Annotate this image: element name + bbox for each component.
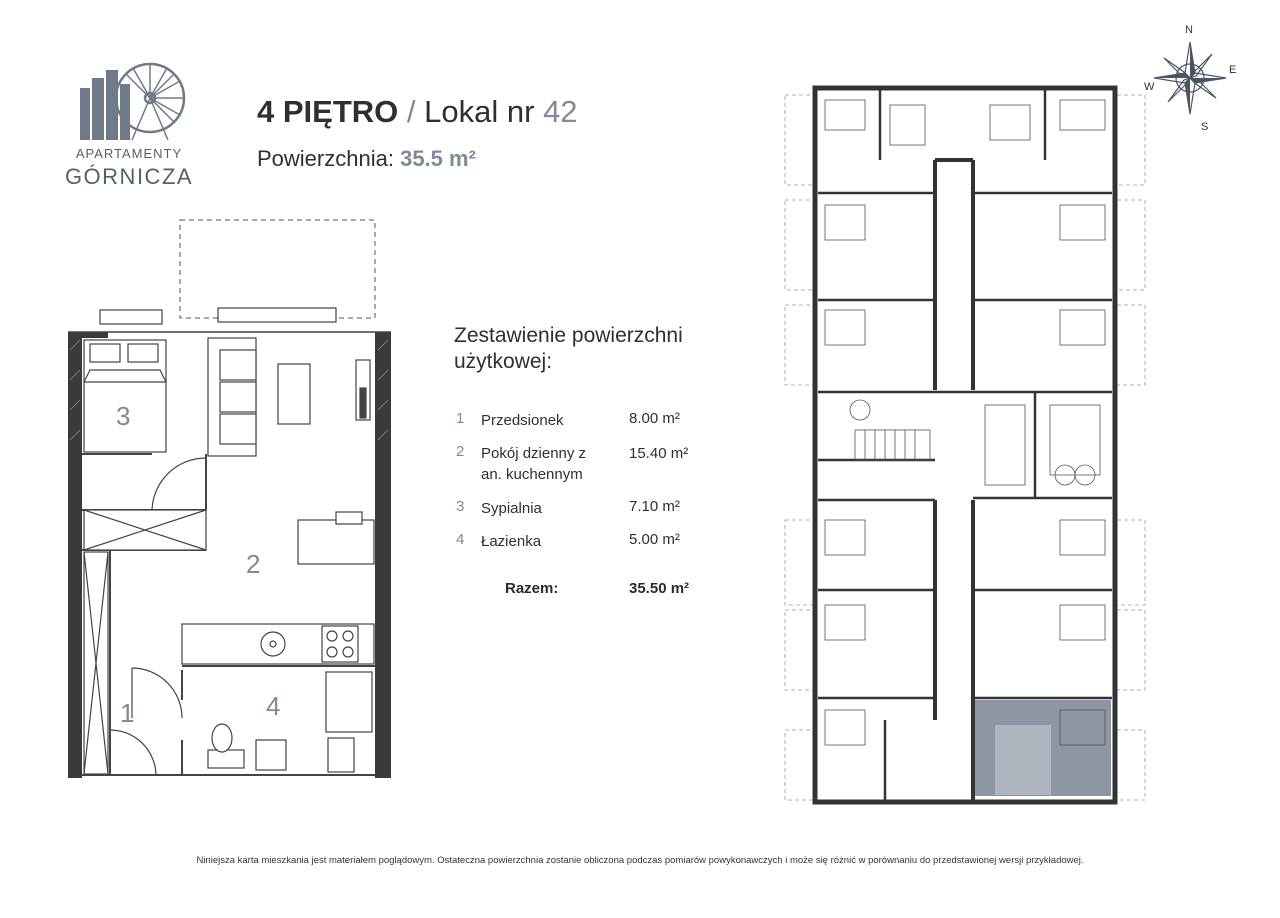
area-label: Powierzchnia: [257, 146, 394, 171]
room-number-4: 4 [266, 691, 281, 721]
row-number: 3 [456, 498, 465, 515]
row-name-line1: Pokój dzienny z [481, 445, 587, 462]
row-value: 15.40 m² [629, 445, 689, 462]
table-row [456, 498, 464, 516]
table-row [456, 531, 464, 549]
row-value: 5.00 m² [629, 531, 680, 548]
row-value: 7.10 m² [629, 498, 680, 515]
room-number-3: 3 [116, 401, 131, 431]
row-number: 1 [456, 410, 465, 427]
table-row [456, 443, 464, 461]
row-name: Łazienka [481, 533, 542, 550]
apartment-floor-plan [60, 210, 410, 800]
area-table-heading-line1: Zestawienie powierzchni [454, 324, 683, 347]
row-value: 8.00 m² [629, 410, 680, 427]
row-name: Przedsionek [481, 412, 564, 429]
room-number-2: 2 [246, 549, 261, 579]
disclaimer-text: Niniejsza karta mieszkania jest materiałem poglądowym. Ostateczna powierzchnia zostanie obliczona podczas pomiarów powykonawczych i może się różnić w porównaniu do przedstawionej wersji przykładowej. [196, 855, 1084, 866]
area-table-heading-line2: użytkowej: [454, 350, 553, 373]
page-title [257, 94, 578, 130]
compass-rose-icon [1140, 18, 1240, 138]
area-summary [257, 146, 476, 172]
row-number: 2 [456, 443, 465, 460]
logo-text-gornicza: GÓRNICZA [64, 164, 194, 189]
compass-w-label: W [1144, 81, 1155, 93]
compass-e-label: E [1229, 64, 1237, 76]
area-table-heading [454, 323, 754, 375]
floor-label: 4 PIĘTRO [257, 94, 399, 129]
title-separator: / [406, 94, 416, 129]
room-number-1: 1 [120, 698, 135, 728]
area-value: 35.5 m² [400, 146, 476, 171]
row-name-line2: an. kuchennym [481, 466, 583, 483]
total-label: Razem: [505, 580, 559, 597]
logo-text-apartamenty: APARTAMENTY [75, 146, 183, 161]
unit-prefix: Lokal nr [424, 94, 535, 129]
row-name: Sypialnia [481, 500, 542, 517]
compass-n-label: N [1185, 24, 1193, 36]
unit-number: 42 [543, 94, 578, 129]
balcony-outline [180, 220, 375, 318]
compass-s-label: S [1201, 121, 1209, 133]
total-value: 35.50 m² [629, 580, 690, 597]
row-number: 4 [456, 531, 465, 548]
building-floor-plan [780, 80, 1150, 810]
row-name [481, 443, 586, 485]
table-row [456, 410, 464, 428]
